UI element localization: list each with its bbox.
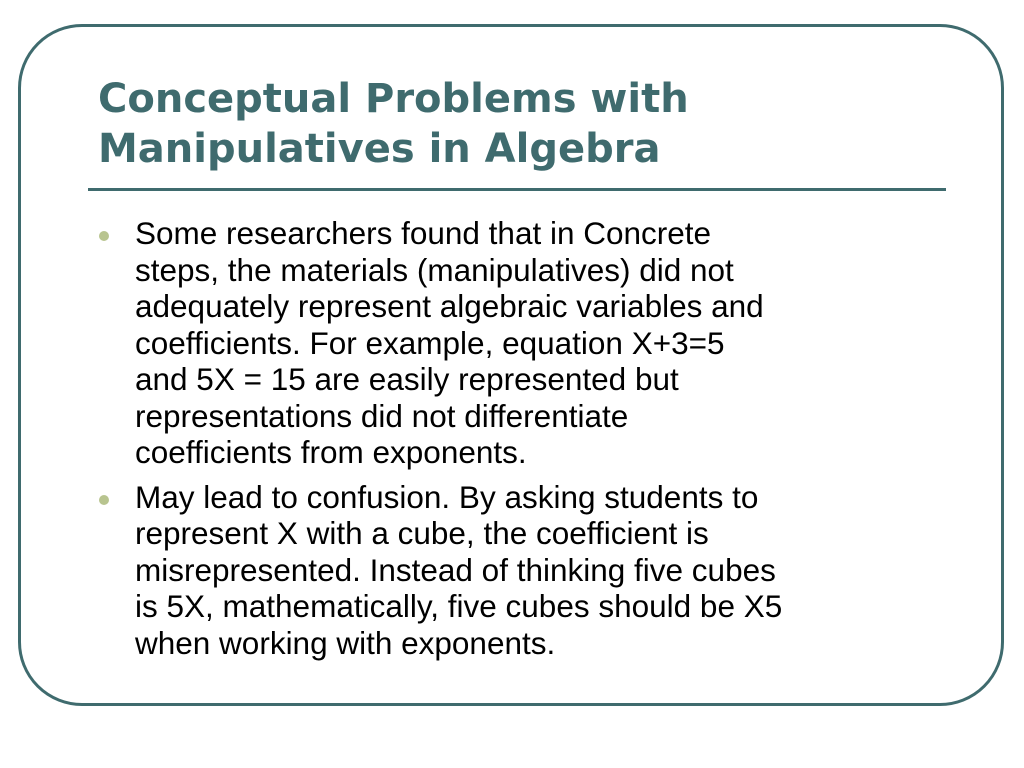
bullet-text: May lead to confusion. By asking students to represent X with a cube, the coefficient is misrepresented. Instead of thinking five cubes is 5X, mathematically, five cubes should be X5 when working with exponents. — [135, 478, 783, 661]
bullet-list — [98, 215, 938, 669]
bullet-item — [98, 479, 938, 662]
bullet-dot-icon — [99, 231, 109, 241]
bullet-item — [98, 215, 938, 471]
bullet-dot-icon — [99, 495, 109, 505]
slide-title: Conceptual Problems with Manipulatives in Algebra — [98, 76, 689, 172]
bullet-text: Some researchers found that in Concrete steps, the materials (manipulatives) did not adequately represent algebraic variables and coefficients. For example, equation X+3=5 and 5X = 15 are easily represented but representations did not differentiate coefficients from exponents. — [135, 215, 764, 470]
title-divider — [88, 188, 946, 191]
